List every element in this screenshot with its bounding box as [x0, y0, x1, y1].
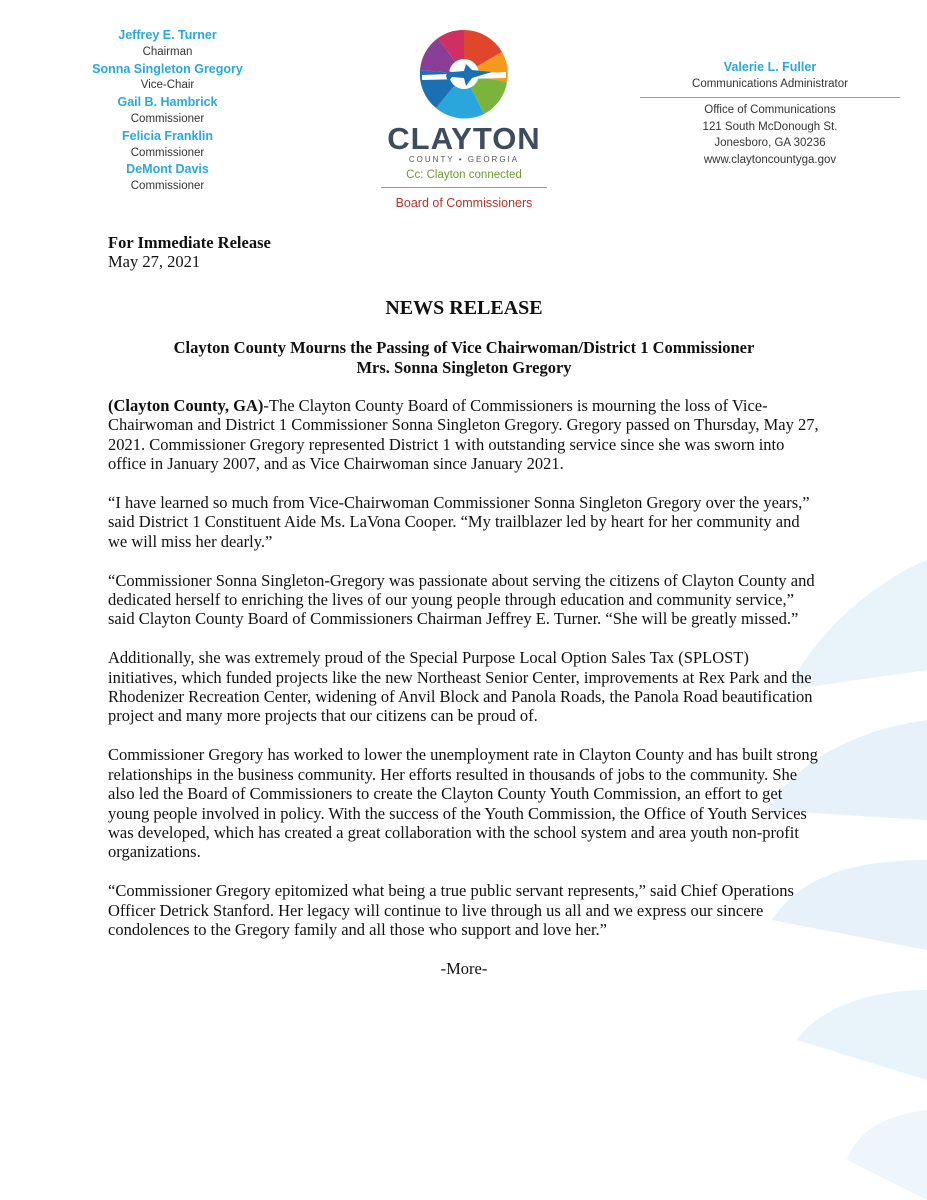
commissioner-name: DeMont Davis — [126, 162, 209, 177]
release-info — [108, 233, 820, 272]
contact-website[interactable]: www.claytoncountyga.gov — [703, 153, 837, 166]
commissioner-name: Sonna Singleton Gregory — [92, 61, 243, 76]
paragraph: Commissioner Gregory has worked to lower the unemployment rate in Clayton County and has built strong relationships in the business community. Her efforts resulted in thousands of jobs to the community. She also led the Board of Commissioners to create the Clayton County Youth Commission, an effort to get young people involved in policy. With the success of the Youth Commission, the Office of Youth Services was developed, which has created a great collaboration with the school system and area youth non-profit organizations. — [108, 745, 818, 862]
contact-street: 121 South McDonough St. — [702, 120, 838, 133]
paragraph — [108, 396, 820, 474]
contact-divider — [640, 97, 900, 98]
logo-subtitle: COUNTY • GEORGIA — [408, 155, 520, 164]
roster-entry — [60, 61, 275, 95]
contact-name: Valerie L. Fuller — [723, 60, 817, 74]
roster-entry — [60, 128, 275, 162]
commissioner-roster — [60, 27, 275, 195]
paragraph: “I have learned so much from Vice-Chairwoman Commissioner Sonna Singleton Gregory over the years,” said District 1 Constituent Aide Ms. LaVona Cooper. “My trailblazer led by heart for her community and we will miss her dearly.” — [108, 493, 810, 551]
board-label: Board of Commissioners — [395, 196, 533, 210]
paragraph-text: -The Clayton County Board of Commissioners is mourning the loss of Vice-Chairwoman and District 1 Commissioner Sonna Singleton Gregory. Gregory passed on Thursday, May 27, 2021. Commissioner Gregory represented District 1 with outstanding service since she was sworn into office in January 2007, and as Vice Chairwoman since January 2021. — [108, 396, 819, 474]
commissioner-title: Commissioner — [130, 112, 205, 125]
paragraph: “Commissioner Gregory epitomized what being a true public servant represents,” said Chief Operations Officer Detrick Stanford. Her legacy will continue to live through us all and we express our sincere condolences to the Gregory family and all those who support and love her.” — [108, 881, 794, 939]
headline-line: Clayton County Mourns the Passing of Vice Chairwoman/District 1 Commissioner — [173, 338, 755, 358]
commissioner-title: Vice-Chair — [140, 79, 195, 92]
dateline: (Clayton County, GA) — [108, 396, 264, 416]
roster-entry — [60, 27, 275, 61]
release-date: May 27, 2021 — [108, 252, 201, 272]
logo-tagline: Cc: Clayton connected — [406, 169, 522, 181]
contact-block — [640, 59, 900, 169]
headline-line: Mrs. Sonna Singleton Gregory — [356, 357, 572, 377]
commissioner-title: Commissioner — [130, 146, 205, 159]
paragraph: “Commissioner Sonna Singleton-Gregory was passionate about serving the citizens of Clayton County and dedicated herself to enriching the lives of our young people through education and community service,” said Clayton County Board of Commissioners Chairman Jeffrey E. Turner. “She will be greatly missed.” — [108, 570, 815, 629]
contact-city: Jonesboro, GA 30236 — [714, 137, 826, 150]
commissioner-title: Chairman — [142, 45, 193, 58]
contact-office: Office of Communications — [704, 104, 836, 117]
clayton-county-logo — [378, 26, 550, 210]
more-marker: -More- — [440, 958, 488, 978]
release-label: For Immediate Release — [108, 233, 271, 252]
paragraph: Additionally, she was extremely proud of the Special Purpose Local Option Sales Tax (SPLOST) initiatives, which funded projects like the new Northeast Senior Center, improvements at Rex Park and the Rhodenizer Recreation Center, widening of Anvil Block and Panola Roads, the Panola Road beautification project and many more projects that our citizens can be proud of. — [108, 648, 813, 726]
contact-title: Communications Administrator — [692, 77, 848, 90]
logo-wordmark: CLAYTON — [387, 121, 541, 156]
commissioner-name: Jeffrey E. Turner — [118, 28, 217, 42]
roster-entry — [60, 94, 275, 128]
commissioner-title: Commissioner — [130, 180, 205, 193]
release-body — [108, 233, 820, 978]
page-title: NEWS RELEASE — [385, 296, 543, 319]
commissioner-name: Gail B. Hambrick — [117, 95, 218, 110]
commissioner-name: Felicia Franklin — [121, 128, 213, 143]
roster-entry — [60, 161, 275, 195]
headline — [108, 338, 820, 377]
globe-plane-icon — [414, 26, 514, 122]
logo-divider — [381, 187, 547, 188]
